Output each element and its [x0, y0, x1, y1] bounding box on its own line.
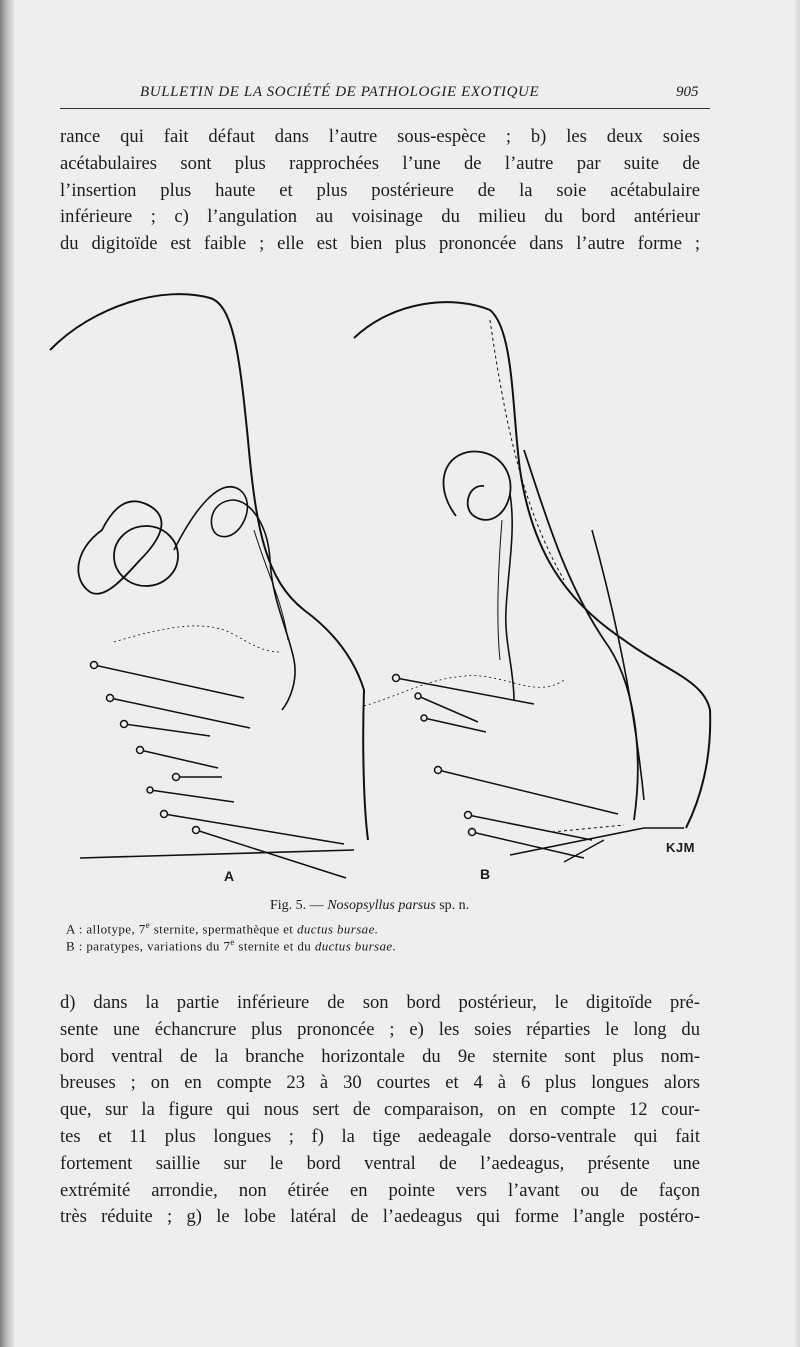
text-line: d) dans la partie inférieure de son bord postérieur, le digitoïde pré- [60, 992, 700, 1013]
paragraph-top [60, 124, 700, 258]
caption-b-prefix: B : paratypes, variations du 7 [66, 938, 231, 954]
ventral-line-a [80, 850, 354, 858]
caption-a-italic: ductus bursae. [296, 921, 379, 937]
ductus-inner-b [498, 520, 502, 660]
caption-a-sup: e [145, 920, 151, 930]
figure-label-b: B [480, 866, 491, 882]
dorsal-line-b [490, 320, 564, 580]
running-header: BULLETIN DE LA SOCIÉTÉ DE PATHOLOGIE EXOTIQUE [140, 84, 540, 100]
text-line: très réduite ; g) le lobe latéral de l’aedeagus qui forme l’angle postéro- [60, 1206, 700, 1228]
setae-bases-a [91, 662, 200, 834]
sternite-drawing [44, 280, 734, 890]
stippling-a [114, 626, 280, 652]
caption-species-suffix: sp. n. [439, 898, 470, 913]
ductus-bursae-b [506, 494, 514, 700]
caption-b-mid: sternite et du [234, 938, 315, 954]
setae-b [396, 678, 618, 858]
setae-bases-b [393, 675, 476, 836]
text-line: breuses ; on en compte 23 à 30 courtes et 4 à 6 plus longues alors [60, 1072, 700, 1094]
caption-fig-number: Fig. 5. — [270, 898, 324, 913]
caption-b-italic: ductus bursae. [314, 938, 397, 954]
caption-a-prefix: A : allotype, 7 [66, 921, 146, 937]
caption-a-mid: sternite, spermathèque et [150, 921, 297, 937]
inner-plate-b [524, 450, 638, 820]
caption-b-sup: e [230, 937, 235, 947]
dashed-connector-b [552, 825, 624, 832]
spermatheca-head-a [78, 501, 161, 594]
sternite-outline-b [354, 302, 710, 828]
binding-shadow [0, 0, 14, 1347]
text-line: inférieure ; c) l’angulation au voisinage du milieu du bord antérieur [60, 206, 700, 228]
setae-a [94, 665, 346, 878]
text-line: sente une échancrure plus prononcée ; e) les soies réparties le long du [60, 1018, 700, 1040]
caption-line-b [66, 937, 396, 954]
paragraph-bottom [60, 990, 700, 1231]
text-line: fortement saillie sur le bord ventral de l’aedeagus, présente une [60, 1152, 700, 1174]
caption-species: Nosopsyllus parsus [327, 898, 436, 913]
illustrator-initials: KJM [666, 840, 695, 855]
text-line: acétabulaires sont plus rapprochées l’une de l’autre par suite de [60, 152, 700, 174]
page-edge [794, 0, 800, 1347]
text-line: extrémité arrondie, non étirée en pointe vers l’avant ou de façon [60, 1179, 700, 1201]
ventral-line-b [510, 828, 684, 855]
page-number: 905 [676, 84, 699, 100]
text-line: tes et 11 plus longues ; f) la tige aedeagale dorso-ventrale qui fait [60, 1125, 700, 1147]
figure-caption-title [270, 898, 469, 914]
ductus-bursae-a [174, 487, 295, 710]
figure-label-a: A [224, 868, 235, 884]
text-line: bord ventral de la branche horizontale du 9e sternite sont plus nom- [60, 1045, 700, 1067]
text-line: que, sur la figure qui nous sert de comparaison, on en compte 12 cour- [60, 1099, 700, 1121]
text-line: rance qui fait défaut dans l’autre sous-espèce ; b) les deux soies [60, 126, 700, 147]
text-line: du digitoïde est faible ; elle est bien plus prononcée dans l’autre forme ; [60, 233, 700, 255]
text-line: l’insertion plus haute et plus postérieure de la soie acétabulaire [60, 179, 700, 201]
spermatheca-coil-b [444, 452, 511, 520]
header-rule [60, 108, 710, 109]
spermatheca-bulga-a [114, 526, 178, 586]
figure-5-illustration [44, 280, 734, 890]
caption-line-a [66, 920, 378, 937]
sternite-outline-a [50, 294, 368, 840]
